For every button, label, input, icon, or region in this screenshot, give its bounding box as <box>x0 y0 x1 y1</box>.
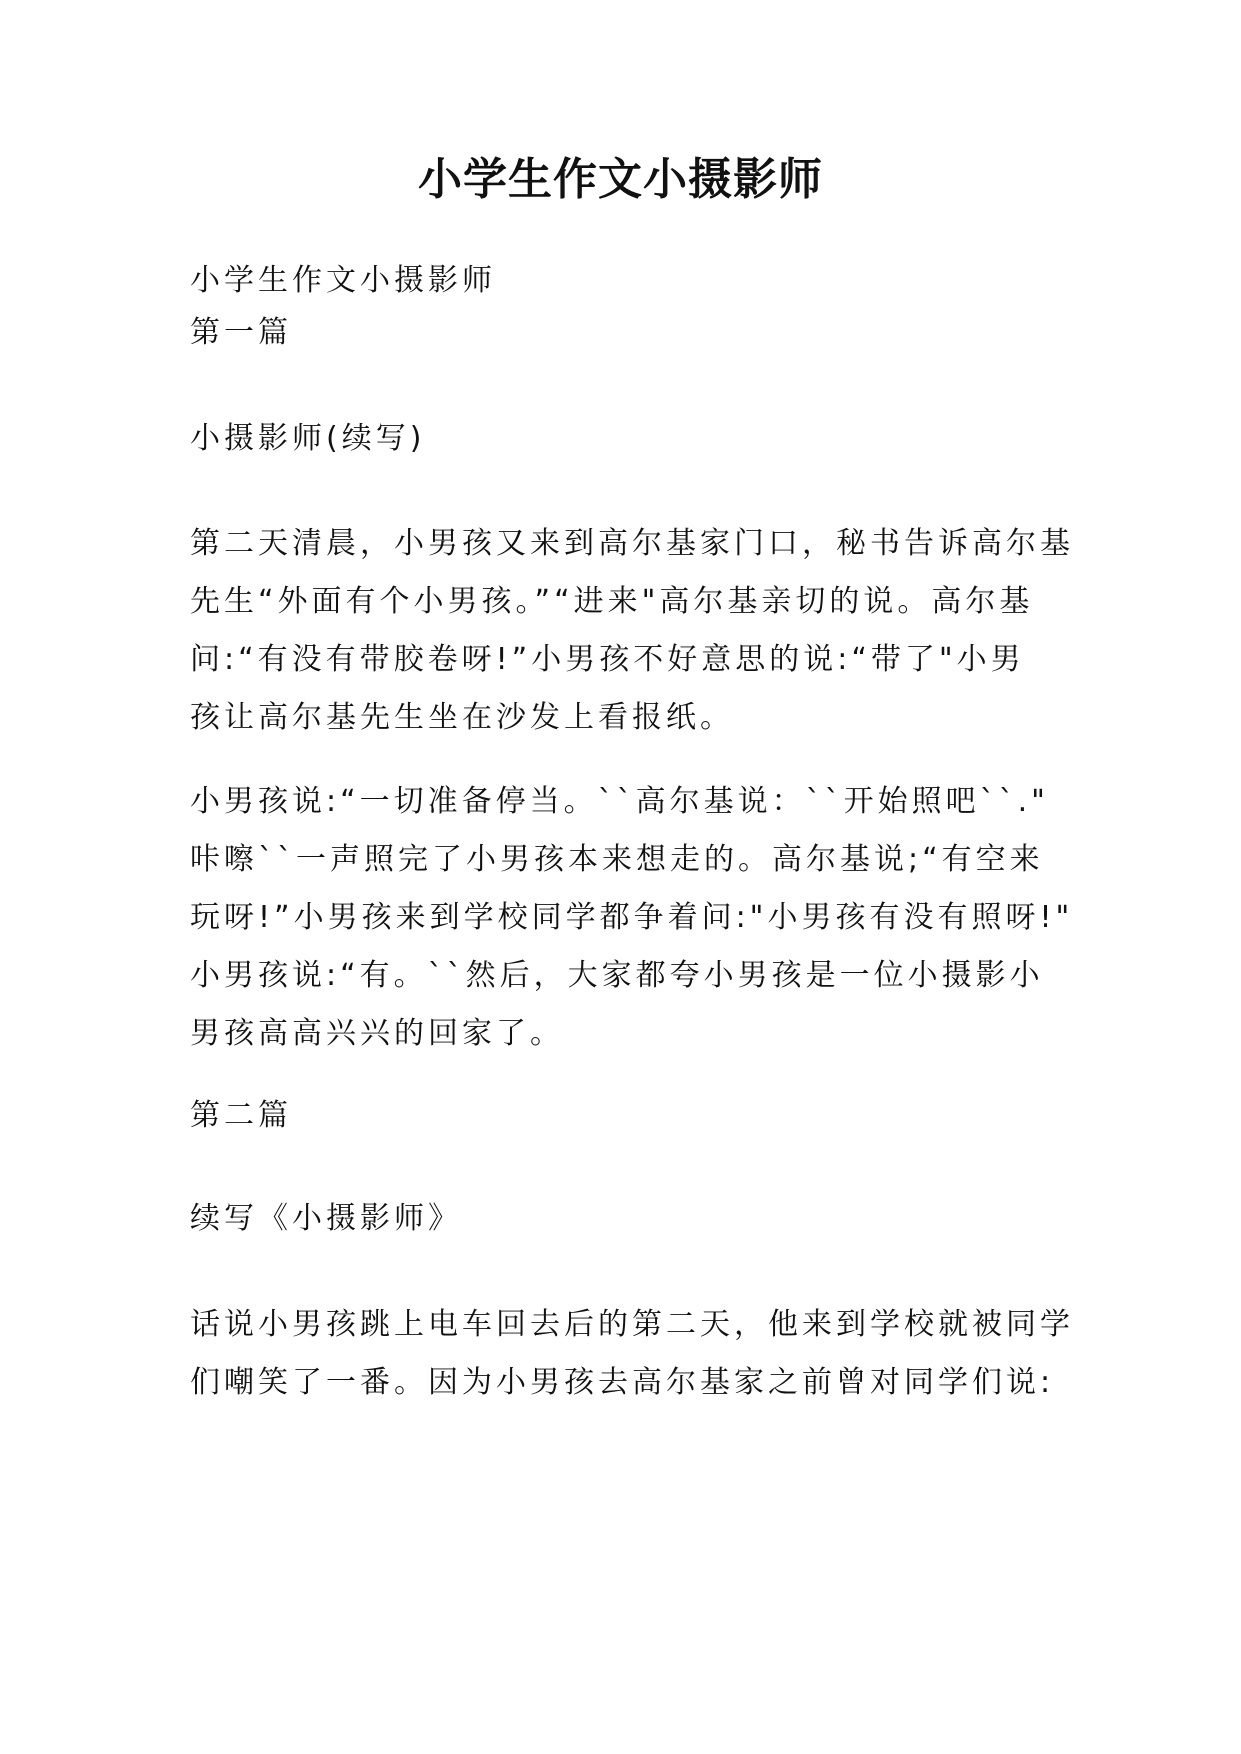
part2-paragraph-1 <box>190 1296 1074 1412</box>
paragraph-line: 小男孩说:“有。``然后，大家都夸小男孩是一位小摄影小 <box>190 958 1044 993</box>
document-subtitle: 小学生作文小摄影师 <box>190 263 496 298</box>
paragraph-line: 第二天清晨，小男孩又来到高尔基家门口，秘书告诉高尔基 <box>190 526 1074 561</box>
document-title: 小学生作文小摄影师 <box>418 154 823 205</box>
part2-story-title: 续写《小摄影师》 <box>190 1201 462 1236</box>
paragraph-line: 先生“外面有个小男孩。”“进来"高尔基亲切的说。高尔基 <box>190 584 1034 619</box>
part1-story-title: 小摄影师(续写) <box>190 421 426 456</box>
part1-heading: 第一篇 <box>190 315 292 350</box>
part2-heading: 第二篇 <box>190 1098 292 1133</box>
paragraph-line: 小男孩说:“一切准备停当。``高尔基说：``开始照吧``." <box>190 784 1049 819</box>
paragraph-line: 问:“有没有带胶卷呀!”小男孩不好意思的说:“带了"小男 <box>190 642 1025 677</box>
part1-paragraph-1 <box>190 515 1074 747</box>
part1-paragraph-2 <box>190 773 1074 1063</box>
paragraph-line: 孩让高尔基先生坐在沙发上看报纸。 <box>190 700 734 735</box>
paragraph-line: 玩呀!”小男孩来到学校同学都争着问:"小男孩有没有照呀!" <box>190 900 1074 935</box>
paragraph-line: 咔嚓``一声照完了小男孩本来想走的。高尔基说;“有空来 <box>190 842 1044 877</box>
paragraph-line: 话说小男孩跳上电车回去后的第二天，他来到学校就被同学 <box>190 1307 1074 1342</box>
paragraph-line: 男孩高高兴兴的回家了。 <box>190 1016 564 1051</box>
paragraph-line: 们嘲笑了一番。因为小男孩去高尔基家之前曾对同学们说: <box>190 1365 1055 1400</box>
